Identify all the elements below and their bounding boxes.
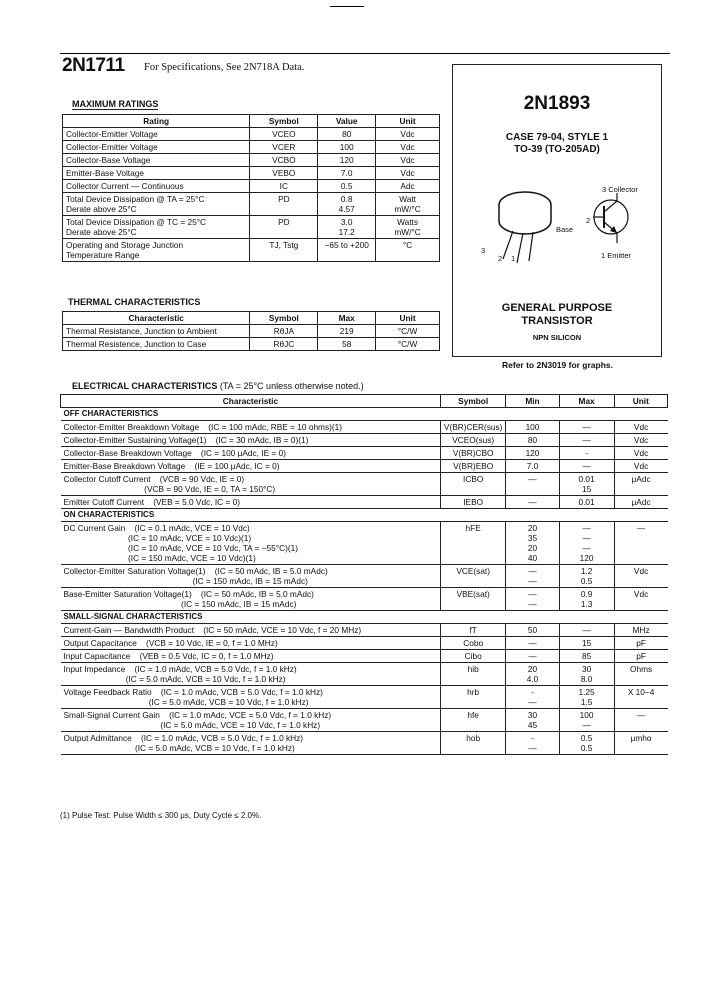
max-value: 85 xyxy=(559,650,614,663)
package-panel xyxy=(452,64,662,357)
col-symbol: Symbol xyxy=(440,395,506,408)
unit: μmho xyxy=(614,732,667,755)
desc-line-1: GENERAL PURPOSE xyxy=(501,302,613,314)
max-rating-row xyxy=(63,239,440,262)
unit: μAdc xyxy=(614,496,667,509)
electrical-table xyxy=(60,394,668,755)
unit: Vdc xyxy=(614,565,667,588)
symbol: VCE(sat) xyxy=(440,565,506,588)
max-value: — xyxy=(559,624,614,637)
section-header-row xyxy=(61,408,668,421)
desc-line-2: TRANSISTOR xyxy=(521,315,593,327)
max-rating-row xyxy=(63,141,440,154)
max-value: 30 8.0 xyxy=(559,663,614,686)
symbol: fT xyxy=(440,624,506,637)
rating-unit: °C xyxy=(376,239,440,262)
rating-symbol: VCEO xyxy=(250,128,318,141)
npn-symbol-icon xyxy=(593,193,628,243)
thermal-row xyxy=(63,338,440,351)
max-value: — xyxy=(559,434,614,447)
max-value: 0.9 1.3 xyxy=(559,588,614,611)
max-value: 1.25 1.5 xyxy=(559,686,614,709)
min-value: 100 xyxy=(506,421,559,434)
symbol: IEBO xyxy=(440,496,506,509)
thermal-table xyxy=(62,311,440,351)
electrical-title-note: (TA = 25°C unless otherwise noted.) xyxy=(219,381,364,391)
thermal-symbol: RθJA xyxy=(250,325,318,338)
max-ratings-table xyxy=(62,114,440,262)
symbol: hrb xyxy=(440,686,506,709)
spec-reference-note: For Specifications, See 2N718A Data. xyxy=(144,62,305,73)
unit: pF xyxy=(614,637,667,650)
min-value: - — xyxy=(506,686,559,709)
lead-3-label: 3 xyxy=(481,246,486,255)
rating-value: 3.0 17.2 xyxy=(318,216,376,239)
characteristic: Voltage Feedback Ratio (IC = 1.0 mAdc, VCB = 5.0 Vdc, f = 1.0 kHz) (IC = 5.0 mAdc, VCB = 10 Vdc, f = 1.0 kHz) xyxy=(61,686,441,709)
rating-name: Collector Current — Continuous xyxy=(63,180,250,193)
col-unit: Unit xyxy=(614,395,667,408)
col-characteristic: Characteristic xyxy=(61,395,441,408)
symbol: Cobo xyxy=(440,637,506,650)
section-title: ON CHARACTERISTICS xyxy=(61,509,668,522)
device-description xyxy=(453,302,661,328)
thermal-row xyxy=(63,325,440,338)
unit: Vdc xyxy=(614,460,667,473)
symbol: V(BR)CBO xyxy=(440,447,506,460)
min-value: — — xyxy=(506,588,559,611)
rating-unit: Vdc xyxy=(376,154,440,167)
max-value: 100 — xyxy=(559,709,614,732)
min-value: 7.0 xyxy=(506,460,559,473)
rating-unit: Adc xyxy=(376,180,440,193)
rating-unit: Vdc xyxy=(376,141,440,154)
max-value: 1.2 0.5 xyxy=(559,565,614,588)
characteristic: Input Capacitance (VEB = 0.5 Vdc, IC = 0, f = 1.0 MHz) xyxy=(61,650,441,663)
col-value: Value xyxy=(318,115,376,128)
characteristic: Collector-Base Breakdown Voltage (IC = 100 μAdc, IE = 0) xyxy=(61,447,441,460)
unit: Ohms xyxy=(614,663,667,686)
characteristic: Small-Signal Current Gain (IC = 1.0 mAdc, VCE = 5.0 Vdc, f = 1.0 kHz) (IC = 5.0 mAdc, VCE = 10 Vdc, f = 1.0 kHz) xyxy=(61,709,441,732)
header-rule xyxy=(60,53,670,54)
col-max: Max xyxy=(318,312,376,325)
characteristic: Collector Cutoff Current (VCB = 90 Vdc, IE = 0) (VCB = 90 Vdc, IE = 0, TA = 150°C) xyxy=(61,473,441,496)
electrical-row xyxy=(61,421,668,434)
pin-base-number: 2 xyxy=(586,216,591,225)
symbol: hob xyxy=(440,732,506,755)
case-package: TO-39 (TO-205AD) xyxy=(514,144,600,155)
rating-symbol: PD xyxy=(250,193,318,216)
min-value: 30 45 xyxy=(506,709,559,732)
pin-emitter-label: 1 Emitter xyxy=(601,251,632,260)
min-value: 80 xyxy=(506,434,559,447)
case-info xyxy=(453,132,661,156)
thermal-symbol: RθJC xyxy=(250,338,318,351)
electrical-row xyxy=(61,588,668,611)
section-title: OFF CHARACTERISTICS xyxy=(61,408,668,421)
min-value: 120 xyxy=(506,447,559,460)
pulse-test-footnote: (1) Pulse Test: Pulse Width ≤ 300 μs, Duty Cycle ≤ 2.0%. xyxy=(60,811,262,820)
characteristic: Collector-Emitter Breakdown Voltage (IC = 100 mAdc, RBE = 10 ohms)(1) xyxy=(61,421,441,434)
rating-value: 80 xyxy=(318,128,376,141)
rating-symbol: IC xyxy=(250,180,318,193)
min-value: 20 4.0 xyxy=(506,663,559,686)
unit: MHz xyxy=(614,624,667,637)
unit: — xyxy=(614,709,667,732)
unit: X 10−4 xyxy=(614,686,667,709)
max-value: - xyxy=(559,447,614,460)
characteristic: Current-Gain — Bandwidth Product (IC = 50 mAdc, VCE = 10 Vdc, f = 20 MHz) xyxy=(61,624,441,637)
max-value: — xyxy=(559,421,614,434)
col-symbol: Symbol xyxy=(250,312,318,325)
unit: — xyxy=(614,522,667,565)
section-header-row xyxy=(61,509,668,522)
characteristic: Input Impedance (IC = 1.0 mAdc, VCB = 5.0 Vdc, f = 1.0 kHz) (IC = 5.0 mAdc, VCB = 10 Vdc, f = 1.0 kHz) xyxy=(61,663,441,686)
electrical-row xyxy=(61,686,668,709)
col-unit: Unit xyxy=(376,312,440,325)
min-value: 50 xyxy=(506,624,559,637)
thermal-max: 219 xyxy=(318,325,376,338)
max-rating-row xyxy=(63,193,440,216)
electrical-title-line xyxy=(72,381,364,391)
max-value: — — — 120 xyxy=(559,522,614,565)
rating-value: 120 xyxy=(318,154,376,167)
characteristic: Collector-Emitter Sustaining Voltage(1) (IC = 30 mAdc, IB = 0)(1) xyxy=(61,434,441,447)
characteristic: Output Admittance (IC = 1.0 mAdc, VCB = 5.0 Vdc, f = 1.0 kHz) (IC = 5.0 mAdc, VCB = 10 Vdc, f = 1.0 kHz) xyxy=(61,732,441,755)
symbol: Cibo xyxy=(440,650,506,663)
electrical-row xyxy=(61,650,668,663)
rating-symbol: TJ, Tstg xyxy=(250,239,318,262)
lead-1-label: 1 xyxy=(511,254,516,263)
unit: Vdc xyxy=(614,588,667,611)
thermal-unit: °C/W xyxy=(376,338,440,351)
max-rating-row xyxy=(63,180,440,193)
characteristic: Collector-Emitter Saturation Voltage(1) (IC = 50 mAdc, IB = 5.0 mAdc) (IC = 150 mAdc, IB = 15 mAdc) xyxy=(61,565,441,588)
rating-symbol: PD xyxy=(250,216,318,239)
rating-unit: Vdc xyxy=(376,167,440,180)
col-min: Min xyxy=(506,395,559,408)
min-value: — — xyxy=(506,565,559,588)
max-rating-row xyxy=(63,128,440,141)
thermal-max: 58 xyxy=(318,338,376,351)
electrical-row xyxy=(61,496,668,509)
electrical-row xyxy=(61,732,668,755)
panel-part-number: 2N1893 xyxy=(523,93,591,114)
unit: Vdc xyxy=(614,434,667,447)
section-header-row xyxy=(61,611,668,624)
rating-name: Total Device Dissipation @ TA = 25°C Derate above 25°C xyxy=(63,193,250,216)
symbol: V(BR)CER(sus) xyxy=(440,421,506,434)
characteristic: Output Capacitance (VCB = 10 Vdc, IE = 0, f = 1.0 MHz) xyxy=(61,637,441,650)
min-value: — xyxy=(506,473,559,496)
max-rating-row xyxy=(63,216,440,239)
thermal-char: Thermal Resistance, Junction to Ambient xyxy=(63,325,250,338)
to39-package-icon xyxy=(499,192,551,263)
rating-value: 0.5 xyxy=(318,180,376,193)
rating-value: −65 to +200 xyxy=(318,239,376,262)
electrical-row xyxy=(61,663,668,686)
thermal-title: THERMAL CHARACTERISTICS xyxy=(68,297,201,307)
symbol: hib xyxy=(440,663,506,686)
lead-2-label: 2 xyxy=(498,254,503,263)
rating-name: Collector-Emitter Voltage xyxy=(63,128,250,141)
characteristic: Emitter-Base Breakdown Voltage (IE = 100 μAdc, IC = 0) xyxy=(61,460,441,473)
rating-name: Operating and Storage Junction Temperature Range xyxy=(63,239,250,262)
electrical-row xyxy=(61,522,668,565)
max-value: 0.01 15 xyxy=(559,473,614,496)
rating-name: Emitter-Base Voltage xyxy=(63,167,250,180)
electrical-row xyxy=(61,709,668,732)
characteristic: Emitter Cutoff Current (VEB = 5.0 Vdc, IC = 0) xyxy=(61,496,441,509)
pin-collector-label: 3 Collector xyxy=(602,185,638,194)
unit: μAdc xyxy=(614,473,667,496)
electrical-row xyxy=(61,447,668,460)
characteristic: Base-Emitter Saturation Voltage(1) (IC = 50 mAdc, IB = 5.0 mAdc) (IC = 150 mAdc, IB = 15 mAdc) xyxy=(61,588,441,611)
max-rating-row xyxy=(63,167,440,180)
rating-name: Collector-Base Voltage xyxy=(63,154,250,167)
electrical-row xyxy=(61,434,668,447)
min-value: — xyxy=(506,496,559,509)
characteristic: DC Current Gain (IC = 0.1 mAdc, VCE = 10 Vdc) (IC = 10 mAdc, VCE = 10 Vdc)(1) (IC = 10 mAdc, VCE = 10 Vdc, TA = −55°C)(1) (IC = 150 mAdc, VCE = 10 Vdc)(1) xyxy=(61,522,441,565)
col-characteristic: Characteristic xyxy=(63,312,250,325)
min-value: — xyxy=(506,637,559,650)
max-value: 0.01 xyxy=(559,496,614,509)
min-value: 20 35 20 40 xyxy=(506,522,559,565)
desc-npn-silicon: NPN SILICON xyxy=(532,333,582,342)
min-value: - — xyxy=(506,732,559,755)
symbol: hFE xyxy=(440,522,506,565)
rating-unit: Watt mW/°C xyxy=(376,193,440,216)
rating-unit: Vdc xyxy=(376,128,440,141)
rating-unit: Watts mW/°C xyxy=(376,216,440,239)
section-title: SMALL-SIGNAL CHARACTERISTICS xyxy=(61,611,668,624)
max-value: 0.5 0.5 xyxy=(559,732,614,755)
col-symbol: Symbol xyxy=(250,115,318,128)
unit: Vdc xyxy=(614,447,667,460)
col-max: Max xyxy=(559,395,614,408)
rating-symbol: VCER xyxy=(250,141,318,154)
max-rating-row xyxy=(63,154,440,167)
max-ratings-title: MAXIMUM RATINGS xyxy=(72,99,159,109)
rating-value: 7.0 xyxy=(318,167,376,180)
col-rating: Rating xyxy=(63,115,250,128)
col-unit: Unit xyxy=(376,115,440,128)
thermal-unit: °C/W xyxy=(376,325,440,338)
electrical-row xyxy=(61,473,668,496)
top-rule xyxy=(330,6,364,7)
case-style: CASE 79-04, STYLE 1 xyxy=(505,132,609,143)
rating-symbol: VCBO xyxy=(250,154,318,167)
rating-name: Total Device Dissipation @ TC = 25°C Derate above 25°C xyxy=(63,216,250,239)
symbol: VBE(sat) xyxy=(440,588,506,611)
pin-base-label: Base xyxy=(556,225,574,234)
electrical-row xyxy=(61,460,668,473)
graphs-reference: Refer to 2N3019 for graphs. xyxy=(502,360,614,370)
symbol: hfe xyxy=(440,709,506,732)
electrical-row xyxy=(61,624,668,637)
max-value: — xyxy=(559,460,614,473)
rating-name: Collector-Emitter Voltage xyxy=(63,141,250,154)
part-number-title: 2N1711 xyxy=(62,55,125,76)
max-value: 15 xyxy=(559,637,614,650)
symbol: VCEO(sus) xyxy=(440,434,506,447)
unit: Vdc xyxy=(614,421,667,434)
symbol: V(BR)EBO xyxy=(440,460,506,473)
min-value: — xyxy=(506,650,559,663)
rating-value: 0.8 4.57 xyxy=(318,193,376,216)
electrical-row xyxy=(61,565,668,588)
symbol: ICBO xyxy=(440,473,506,496)
electrical-title: ELECTRICAL CHARACTERISTICS xyxy=(72,381,218,391)
rating-symbol: VEBO xyxy=(250,167,318,180)
unit: pF xyxy=(614,650,667,663)
rating-value: 100 xyxy=(318,141,376,154)
electrical-row xyxy=(61,637,668,650)
thermal-char: Thermal Resistence, Junction to Case xyxy=(63,338,250,351)
